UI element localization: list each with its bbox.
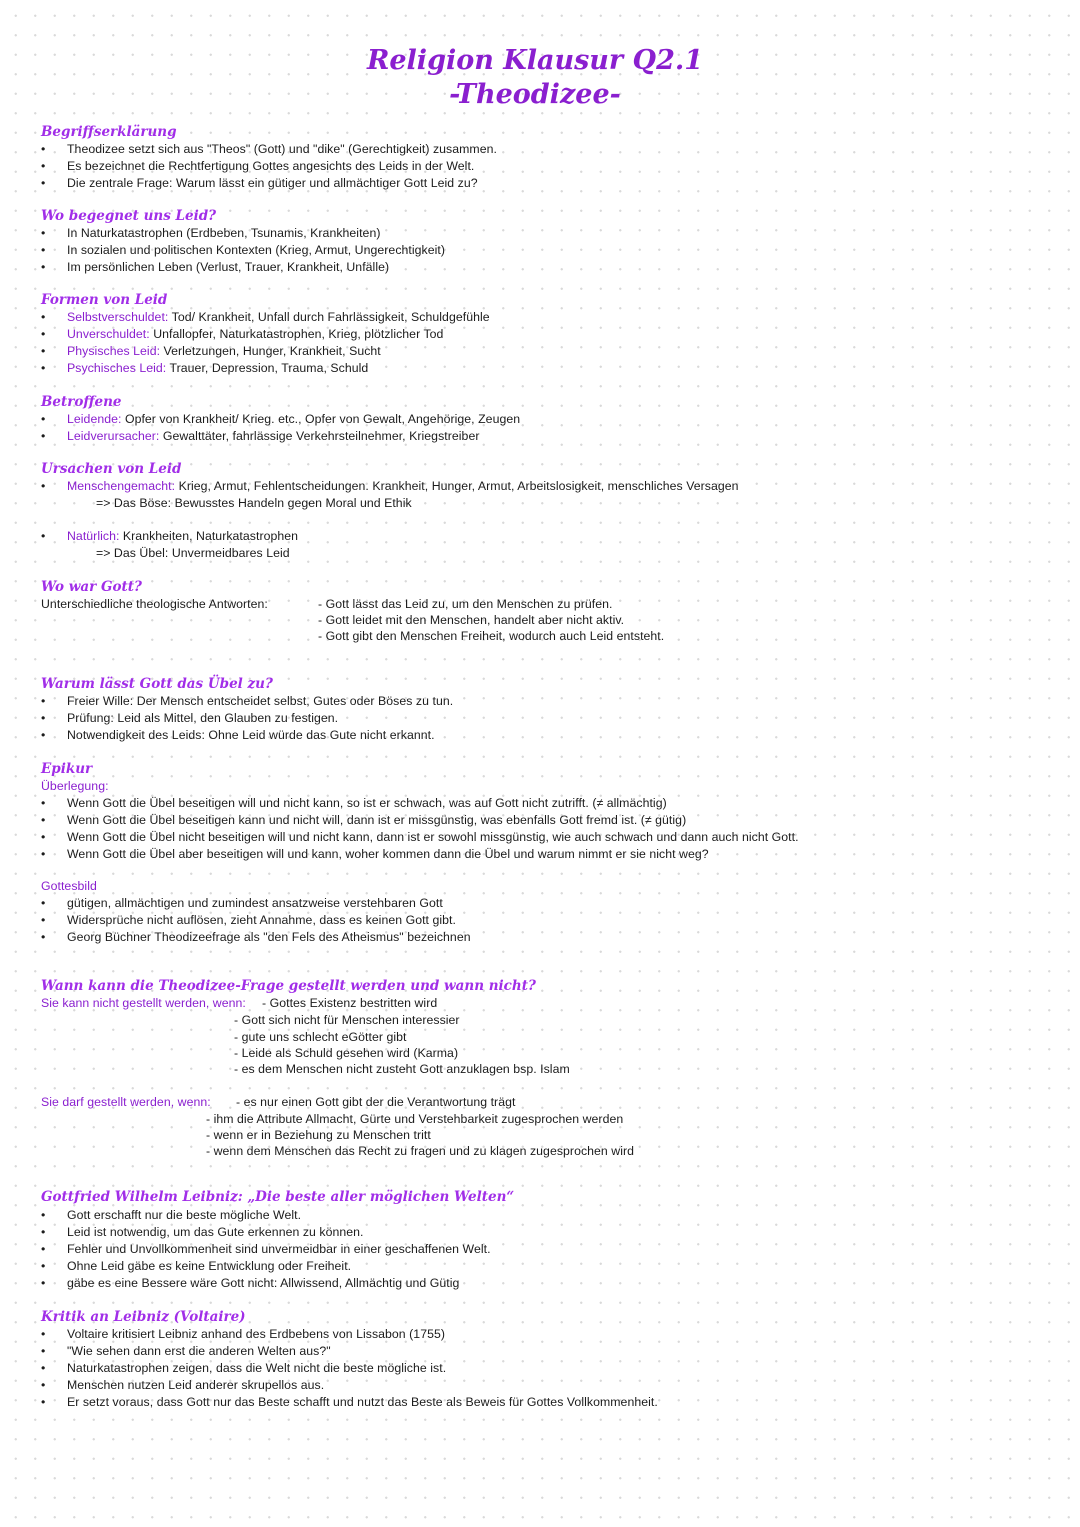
page-subtitle: -Theodizee- xyxy=(449,79,621,110)
list-item: • Unverschuldet: Unfallopfer, Naturkatastrophen, Krieg, plötzlicher Tod xyxy=(41,327,444,341)
bullet-icon: • xyxy=(41,327,46,341)
bullet-icon: • xyxy=(41,694,46,708)
section-heading-formen: Formen von Leid xyxy=(41,292,168,308)
not-allowed-label: Sie kann nicht gestellt werden, wenn: xyxy=(41,996,246,1010)
list-item: • Wenn Gott die Übel nicht beseitigen will und nicht kann, dann ist er sowohl missgünstig, wie auch schwach und dann auch nicht Gott. xyxy=(41,830,799,844)
list-item: • In sozialen und politischen Kontexten (Krieg, Armut, Ungerechtigkeit) xyxy=(41,243,446,257)
list-item: • Natürlich: Krankheiten, Naturkatastrophen xyxy=(41,529,299,543)
list-item: • Es bezeichnet die Rechtfertigung Gottes angesichts des Leids in der Welt. xyxy=(41,159,475,173)
bullet-icon: • xyxy=(41,1344,46,1358)
bullet-icon: • xyxy=(41,226,46,240)
bullet-icon: • xyxy=(41,1225,46,1239)
bullet-icon: • xyxy=(41,728,46,742)
bullet-icon: • xyxy=(41,1276,46,1290)
bullet-icon: • xyxy=(41,243,46,257)
section-heading-kritik: Kritik an Leibniz (Voltaire) xyxy=(41,1309,246,1325)
list-item: • Notwendigkeit des Leids: Ohne Leid würde das Gute nicht erkannt. xyxy=(41,728,435,742)
section-heading-begriffserklaerung: Begriffserklärung xyxy=(41,124,177,140)
list-item: • Im persönlichen Leben (Verlust, Trauer, Krankheit, Unfälle) xyxy=(41,260,390,274)
bullet-icon: • xyxy=(41,344,46,358)
list-item: • Psychisches Leid: Trauer, Depression, Trauma, Schuld xyxy=(41,361,369,375)
section-heading-warum: Warum lässt Gott das Übel zu? xyxy=(41,676,273,692)
subheading-ueberlegung: Überlegung: xyxy=(41,779,109,793)
list-item: • Theodizee setzt sich aus "Theos" (Gott) und "dike" (Gerechtigkeit) zusammen. xyxy=(41,142,497,156)
condition-line: - wenn dem Menschen das Recht zu fragen und zu klagen zugesprochen wird xyxy=(206,1144,635,1158)
bullet-icon: • xyxy=(41,1242,46,1256)
bullet-icon: • xyxy=(41,930,46,944)
list-item: • Selbstverschuldet: Tod/ Krankheit, Unfall durch Fahrlässigkeit, Schuldgefühle xyxy=(41,310,490,324)
list-item: • Ohne Leid gäbe es keine Entwicklung oder Freiheit. xyxy=(41,1259,352,1273)
bullet-icon: • xyxy=(41,796,46,810)
bullet-icon: • xyxy=(41,142,46,156)
list-item: • Widersprüche nicht auflösen, zieht Annahme, dass es keinen Gott gibt. xyxy=(41,913,456,927)
section-heading-wann: Wann kann die Theodizee-Frage gestellt werden und wann nicht? xyxy=(41,978,536,994)
list-subitem: => Das Übel: Unvermeidbares Leid xyxy=(96,546,290,560)
list-item: • In Naturkatastrophen (Erdbeben, Tsunamis, Krankheiten) xyxy=(41,226,381,240)
section-heading-ursachen: Ursachen von Leid xyxy=(41,461,182,477)
list-item: • gäbe es eine Bessere wäre Gott nicht: Allwissend, Allmächtig und Gütig xyxy=(41,1276,460,1290)
list-item: • gütigen, allmächtigen und zumindest ansatzweise verstehbaren Gott xyxy=(41,896,443,910)
bullet-icon: • xyxy=(41,412,46,426)
bullet-icon: • xyxy=(41,830,46,844)
section-heading-leibniz: Gottfried Wilhelm Leibniz: „Die beste aller möglichen Welten“ xyxy=(41,1189,515,1205)
list-item: • Die zentrale Frage: Warum lässt ein gütiger und allmächtiger Gott Leid zu? xyxy=(41,176,478,190)
section-heading-wo-leid: Wo begegnet uns Leid? xyxy=(41,208,217,224)
bullet-icon: • xyxy=(41,1259,46,1273)
bullet-icon: • xyxy=(41,159,46,173)
bullet-icon: • xyxy=(41,479,46,493)
list-item: • Er setzt voraus, dass Gott nur das Beste schafft und nutzt das Beste als Beweis für Gottes Vollkommenheit. xyxy=(41,1395,658,1409)
bullet-icon: • xyxy=(41,429,46,443)
answer-line: - Gott leidet mit den Menschen, handelt aber nicht aktiv. xyxy=(318,613,625,627)
bullet-icon: • xyxy=(41,711,46,725)
bullet-icon: • xyxy=(41,1395,46,1409)
list-item: • Wenn Gott die Übel aber beseitigen will und kann, woher kommen dann die Übel und warum nimmt er sie nicht weg? xyxy=(41,847,709,861)
subheading-gottesbild: Gottesbild xyxy=(41,879,97,893)
condition-line: - ihm die Attribute Allmacht, Gürte und Verstehbarkeit zugesprochen werden xyxy=(206,1112,624,1126)
list-item: • Physisches Leid: Verletzungen, Hunger, Krankheit, Sucht xyxy=(41,344,381,358)
list-item: • Menschengemacht: Krieg, Armut, Fehlentscheidungen. Krankheit, Hunger, Armut, Arbeitslosigkeit, menschliches Versagen xyxy=(41,479,739,493)
bullet-icon: • xyxy=(41,310,46,324)
condition-line: - es dem Menschen nicht zusteht Gott anzuklagen bsp. Islam xyxy=(234,1062,570,1076)
theological-answers-label: Unterschiedliche theologische Antworten: xyxy=(41,597,268,611)
list-subitem: => Das Böse: Bewusstes Handeln gegen Moral und Ethik xyxy=(96,496,412,510)
bullet-icon: • xyxy=(41,529,46,543)
bullet-icon: • xyxy=(41,260,46,274)
list-item: • "Wie sehen dann erst die anderen Welten aus?" xyxy=(41,1344,331,1358)
list-item: • Prüfung: Leid als Mittel, den Glauben zu festigen. xyxy=(41,711,339,725)
condition-line: - Gottes Existenz bestritten wird xyxy=(262,996,438,1010)
bullet-icon: • xyxy=(41,176,46,190)
bullet-icon: • xyxy=(41,1327,46,1341)
page-title: Religion Klausur Q2.1 xyxy=(366,45,704,76)
condition-line: - Gott sich nicht für Menschen interessier xyxy=(234,1013,460,1027)
list-item: • Gott erschafft nur die beste mögliche Welt. xyxy=(41,1208,302,1222)
section-heading-wo-gott: Wo war Gott? xyxy=(41,579,142,595)
condition-line: - wenn er in Beziehung zu Menschen tritt xyxy=(206,1128,431,1142)
answer-line: - Gott gibt den Menschen Freiheit, wodurch auch Leid entsteht. xyxy=(318,629,665,643)
condition-line: - Leide als Schuld gesehen wird (Karma) xyxy=(234,1046,459,1060)
allowed-label: Sie darf gestellt werden, wenn: xyxy=(41,1095,211,1109)
bullet-icon: • xyxy=(41,813,46,827)
bullet-icon: • xyxy=(41,896,46,910)
list-item: • Leid ist notwendig, um das Gute erkennen zu können. xyxy=(41,1225,364,1239)
list-item: • Freier Wille: Der Mensch entscheidet selbst, Gutes oder Böses zu tun. xyxy=(41,694,454,708)
list-item: • Wenn Gott die Übel beseitigen will und nicht kann, so ist er schwach, was auf Gott nicht zutrifft. (≠ allmächtig) xyxy=(41,796,667,810)
list-item: • Voltaire kritisiert Leibniz anhand des Erdbebens von Lissabon (1755) xyxy=(41,1327,446,1341)
list-item: • Fehler und Unvollkommenheit sind unvermeidbar in einer geschaffenen Welt. xyxy=(41,1242,491,1256)
bullet-icon: • xyxy=(41,1378,46,1392)
list-item: • Menschen nutzen Leid anderer skrupellos aus. xyxy=(41,1378,325,1392)
bullet-icon: • xyxy=(41,361,46,375)
bullet-icon: • xyxy=(41,913,46,927)
list-item: • Georg Büchner Theodizeefrage als "den Fels des Atheismus" bezeichnen xyxy=(41,930,471,944)
condition-line: - gute uns schlecht eGötter gibt xyxy=(234,1030,407,1044)
list-item: • Wenn Gott die Übel beseitigen kann und nicht will, dann ist er missgünstig, was ebenfalls Gott fremd ist. (≠ gütig) xyxy=(41,813,687,827)
section-heading-betroffene: Betroffene xyxy=(41,394,122,410)
list-item: • Leidverursacher: Gewalttäter, fahrlässige Verkehrsteilnehmer, Kriegstreiber xyxy=(41,429,480,443)
answer-line: - Gott lässt das Leid zu, um den Menschen zu prüfen. xyxy=(318,597,613,611)
bullet-icon: • xyxy=(41,1361,46,1375)
section-heading-epikur: Epikur xyxy=(41,761,93,777)
list-item: • Leidende: Opfer von Krankheit/ Krieg. etc., Opfer von Gewalt, Angehörige, Zeugen xyxy=(41,412,521,426)
bullet-icon: • xyxy=(41,1208,46,1222)
bullet-icon: • xyxy=(41,847,46,861)
condition-line: - es nur einen Gott gibt der die Verantwortung trägt xyxy=(236,1095,516,1109)
list-item: • Naturkatastrophen zeigen, dass die Welt nicht die beste mögliche ist. xyxy=(41,1361,447,1375)
